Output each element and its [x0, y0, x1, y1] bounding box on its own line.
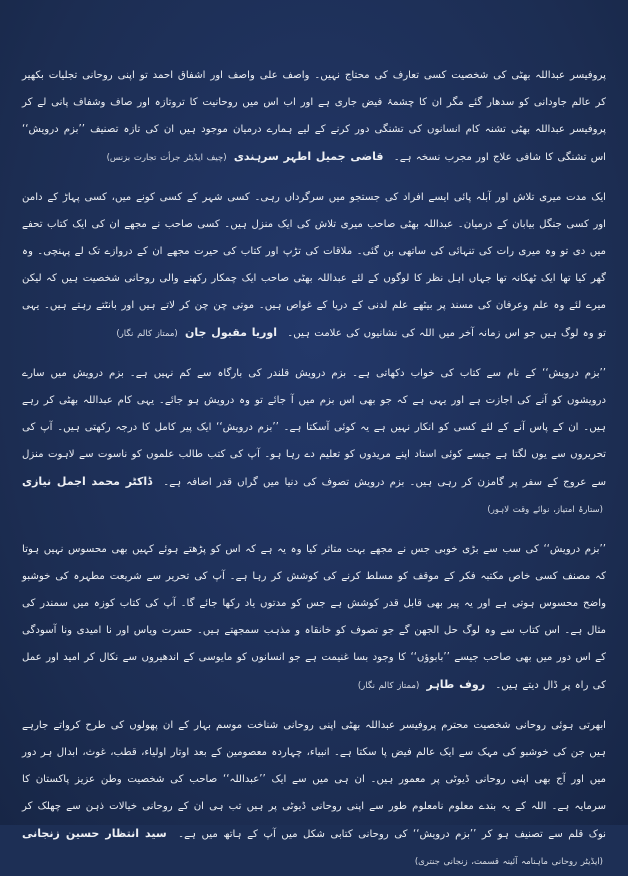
endorsements-block	[22, 62, 606, 867]
endorsement-author-note: (ممتاز کالم نگار)	[357, 681, 420, 691]
endorsement-author: اوریا مقبول جان	[185, 326, 277, 339]
endorsement-author-note: (ممتاز کالم نگار)	[116, 329, 178, 339]
endorsement-text: ’’بزم درویش‘‘ کی سب سے بڑی خوبی جس نے مجھے بہت متاثر کیا وہ یہ ہے کہ اس کو پڑھتے ہوئے کہیں بھی محسوس نہیں ہوتا کہ مصنف کسی خاص مکتبہ فکر کے موقف کو مسلط کرنے کی کوشش کر رہا ہے۔ آپ کی تحریر سے شریعت مطہرہ کی خوشبو واضح محسوس ہوتی ہے اور یہ پیر بھی قابل قدر کوشش ہے جس کو مدتوں یاد رکھا جائے گا۔ آپ کی کتاب کوزہ میں سمندر کی مثال ہے۔ اس کتاب سے وہ لوگ حل الجھن گے جو تصوف کو خانقاہ و مذہب سمجھتے ہیں۔ حسرت ویاس اور نا امیدی ونا آسودگی کے اس دور میں بھی صاحب جیسے ’’بابوؤں‘‘ کا وجود بسا غنیمت ہے جو انسانوں کو مایوسی کے اندھیروں سے نکال کر امید اور عمل کی راہ پر ڈال دیتے ہیں۔	[22, 544, 606, 691]
endorsement-paragraph	[22, 360, 606, 524]
endorsement-text: ابھرتی ہوئی روحانی شخصیت محترم پروفیسر عبداللہ بھٹی اپنی روحانی شناخت موسم بہار کے ان پھولوں کی طرح کرواتے جارہے ہیں جن کی خوشبو کی مہک سے ایک عالم فیض پا سکتا ہے۔ انبیاء، چہاردہ معصومین کے بعد اوتار اولیاء، قطب، غوث، ابدال ہر دور میں اور آج بھی اپنی روحانی ڈیوٹی پر معمور ہیں۔ ان ہی میں سے ایک ’’عبداللہ‘‘ صاحب کی شخصیت وطن عزیز پاکستان کا سرمایہ ہے۔ اللہ کے یہ بندے معلوم نامعلوم طور سے اپنی روحانی ڈیوٹی پر ہیں تب ہی ان کے روحانی خیالات ذہن سے چھلک کر نوک قلم سے تصنیف ہو کر ’’بزم درویش‘‘ کی روحانی کتابی شکل میں آپ کے ہاتھ میں ہے۔	[22, 720, 606, 840]
endorsement-author-note: (ایڈیٹر روحانی ماہنامہ آئینہ قسمت، زنجانی جنتری)	[414, 857, 603, 867]
endorsement-author: روف طاہر	[426, 678, 486, 691]
endorsement-paragraph	[22, 62, 606, 172]
endorsement-text: ’’بزم درویش‘‘ کے نام سے کتاب کی خواب دکھاتی ہے۔ بزم درویش قلندر کی بارگاہ سے کم نہیں ہے۔ بزم درویش میں سارے درویشوں کو آنے کی اجازت ہے اور یہی ہے کہ جو بھی اس بزم میں آ جائے تو وہ درویش ہو جائے۔ یہی کام عبداللہ بھٹی کر رہے ہیں۔ ان کے پاس آنے کے لئے کسی کو انکار نہیں ہے یہ کوئی آسکتا ہے۔ ’’بزم درویش‘‘ ایک پیر کامل کا درجہ رکھتی ہیں۔ آپ کی تحریروں سے یوں لگتا ہے جیسے کوئی استاد اپنے مریدوں کو تعلیم دے رہا ہو۔ آپ کی کتب طالب علموں کو ناسوت سے لاہوت منزل سے عروج کے سفر پر گامزن کر رہی ہیں۔ بزم درویش تصوف کی دنیا میں گراں قدر اضافہ ہے۔	[22, 368, 606, 488]
endorsement-author-note: (چیف ایڈیٹر جرأت تجارت بزنس)	[106, 153, 227, 163]
endorsement-paragraph	[22, 536, 606, 700]
endorsement-paragraph	[22, 184, 606, 348]
endorsement-paragraph	[22, 712, 606, 876]
endorsement-author: قاضی جمیل اطہر سرہندی	[233, 150, 384, 163]
endorsement-text: ایک مدت میری تلاش اور آبلہ پائی ایسے افراد کی جستجو میں سرگرداں رہی۔ کسی شہر کے کسی کونے میں، کسی پہاڑ کے دامن اور کسی جنگل بیابان کے درمیان۔ عبداللہ بھٹی صاحب میری تلاش کی ایک منزل ہیں۔ کسی صاحب نے مجھے ان کی ایک کتاب تحفے میں دی تو وہ میری رات کی تنہائی کی ساتھی بن گئی۔ ملاقات کی تڑپ اور کتاب کی حیرت مجھے ان کے دروازے تک لے پہنچی۔ وہ گھر کیا تھا ایک ٹھکانہ تھا جہاں اہل نظر کا لوگوں کے لئے عبداللہ بھٹی صاحب ایک چمکار رکھنے والی روحانی شخصیت ہیں کہ لیکن میرے لئے وہ علم وعرفان کی مسند پر بیٹھے علم لدنی کے دریا کے غواص ہیں۔ موتی چن چن کر لاتے ہیں اور بانٹتے رہتے ہیں۔ یہی تو وہ لوگ ہیں جو اس زمانہ آخر میں اللہ کی نشانیوں کی علامت ہیں۔	[22, 192, 606, 339]
endorsement-author-note: (ستارۂ امتیاز، نوائے وقت لاہور)	[487, 505, 603, 515]
endorsement-author: سید انتظار حسین زنجانی	[22, 827, 167, 840]
endorsement-author: ڈاکٹر محمد اجمل نیازی	[22, 475, 153, 488]
endorsement-text: پروفیسر عبداللہ بھٹی کی شخصیت کسی تعارف کی محتاج نہیں۔ واصف علی واصف اور اشفاق احمد تو اپنی روحانی تجلیات بکھیر کر عالم جاودانی کو سدھار گئے مگر ان کا چشمۂ فیض جاری ہے اور اب اس میں روحانیت کا تروتازہ اور صاف وشفاف پانی لے کر پروفیسر عبداللہ بھٹی تشنہ کام انسانوں کی تشنگی دور کرنے کے لیے ہمارے درمیان موجود ہیں ان کی تازہ تصنیف ’’بزم درویش‘‘ اس تشنگی کا شافی علاج اور مجرب نسخہ ہے۔	[22, 70, 606, 163]
